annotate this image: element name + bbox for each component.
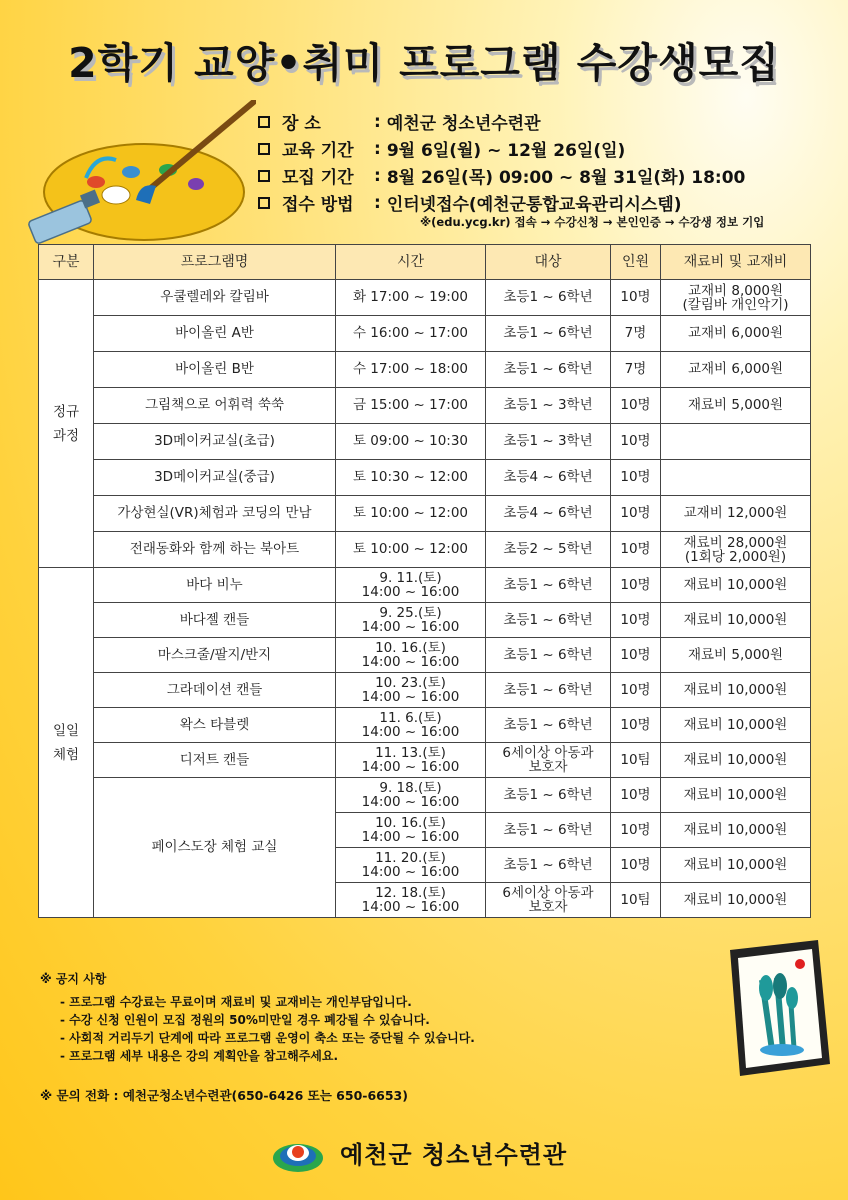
category-oneday bbox=[39, 568, 94, 918]
notice-item: - 프로그램 수강료는 무료이며 재료비 및 교재비는 개인부담입니다. bbox=[60, 995, 412, 1009]
program-fee: 교재비 12,000원 bbox=[661, 496, 811, 532]
program-target: 초등4 ~ 6학년 bbox=[486, 460, 611, 496]
program-count: 10명 bbox=[611, 424, 661, 460]
target-text: 초등1 ~ 6학년 bbox=[503, 822, 593, 838]
program-time bbox=[336, 603, 486, 638]
info-value: 인터넷접수(예천군통합교육관리시스템) bbox=[386, 195, 682, 215]
program-target bbox=[486, 638, 611, 673]
category-regular bbox=[39, 280, 94, 568]
header-time: 시간 bbox=[336, 245, 486, 280]
program-count: 10명 bbox=[611, 638, 661, 673]
program-fee: 교재비 6,000원 bbox=[661, 352, 811, 388]
program-name: 우쿨렐레와 칼림바 bbox=[94, 280, 336, 316]
program-target: 초등1 ~ 6학년 bbox=[486, 316, 611, 352]
info-row-method bbox=[258, 189, 745, 216]
hours-text: 14:00 ~ 16:00 bbox=[361, 794, 460, 810]
category-text: 일일 bbox=[52, 722, 80, 739]
table-row bbox=[39, 638, 811, 673]
program-time: 금 15:00 ~ 17:00 bbox=[336, 388, 486, 424]
header-fee: 재료비 및 교재비 bbox=[661, 245, 811, 280]
info-block bbox=[258, 108, 745, 216]
info-value: 8월 26일(목) 09:00 ~ 8월 31일(화) 18:00 bbox=[386, 168, 746, 188]
info-label: 장 소 bbox=[282, 114, 321, 134]
program-count: 10명 bbox=[611, 280, 661, 316]
program-target bbox=[486, 778, 611, 813]
notice-item: - 프로그램 세부 내용은 강의 계획안을 참고해주세요. bbox=[60, 1049, 339, 1063]
paint-palette-illustration bbox=[26, 100, 256, 250]
program-count: 10명 bbox=[611, 673, 661, 708]
program-time: 화 17:00 ~ 19:00 bbox=[336, 280, 486, 316]
program-fee bbox=[661, 532, 811, 568]
program-target bbox=[486, 568, 611, 603]
info-row-location bbox=[258, 108, 745, 135]
program-time bbox=[336, 673, 486, 708]
program-target: 초등4 ~ 6학년 bbox=[486, 496, 611, 532]
program-name: 그라데이션 캔들 bbox=[94, 673, 336, 708]
target-text: 6세이상 아동과 bbox=[502, 885, 594, 901]
checkbox-icon bbox=[258, 197, 270, 209]
date-text: 10. 23.(토) bbox=[375, 675, 446, 691]
program-fee: 재료비 10,000원 bbox=[661, 603, 811, 638]
program-count: 10명 bbox=[611, 813, 661, 848]
header-program: 프로그램명 bbox=[94, 245, 336, 280]
program-fee: 교재비 6,000원 bbox=[661, 316, 811, 352]
info-separator: : bbox=[374, 192, 381, 213]
program-time: 토 09:00 ~ 10:30 bbox=[336, 424, 486, 460]
program-time: 토 10:00 ~ 12:00 bbox=[336, 496, 486, 532]
table-row bbox=[39, 532, 811, 568]
program-count: 10명 bbox=[611, 496, 661, 532]
contact-info: ※ 문의 전화 : 예천군청소년수련관(650-6426 또는 650-6653) bbox=[40, 1088, 408, 1103]
date-text: 10. 16.(토) bbox=[375, 815, 446, 831]
program-count: 10명 bbox=[611, 708, 661, 743]
program-fee: 재료비 10,000원 bbox=[661, 568, 811, 603]
target-text: 초등1 ~ 6학년 bbox=[503, 682, 593, 698]
program-time: 수 17:00 ~ 18:00 bbox=[336, 352, 486, 388]
program-count: 10명 bbox=[611, 848, 661, 883]
program-time bbox=[336, 778, 486, 813]
info-value: 예천군 청소년수련관 bbox=[386, 114, 541, 134]
date-text: 10. 16.(토) bbox=[375, 640, 446, 656]
notice-item: - 수강 신청 인원이 모집 정원의 50%미만일 경우 폐강될 수 있습니다. bbox=[60, 1013, 430, 1027]
table-row bbox=[39, 424, 811, 460]
date-text: 12. 18.(토) bbox=[375, 885, 446, 901]
program-target bbox=[486, 848, 611, 883]
target-text: 초등1 ~ 6학년 bbox=[503, 647, 593, 663]
date-text: 11. 13.(토) bbox=[375, 745, 446, 761]
program-target bbox=[486, 813, 611, 848]
table-row bbox=[39, 460, 811, 496]
info-value: 9월 6일(월) ~ 12월 26일(일) bbox=[386, 141, 626, 161]
date-text: 11. 6.(토) bbox=[379, 710, 442, 726]
table-row bbox=[39, 388, 811, 424]
hours-text: 14:00 ~ 16:00 bbox=[361, 654, 460, 670]
fee-text: (1회당 2,000원) bbox=[684, 548, 787, 565]
program-name: 페이스도장 체험 교실 bbox=[94, 778, 336, 918]
program-count: 10명 bbox=[611, 778, 661, 813]
table-row bbox=[39, 316, 811, 352]
notice-item: - 사회적 거리두기 단계에 따라 프로그램 운영이 축소 또는 중단될 수 있습니다. bbox=[60, 1031, 475, 1045]
target-text: 초등1 ~ 6학년 bbox=[503, 857, 593, 873]
table-row bbox=[39, 568, 811, 603]
program-name: 디저트 캔들 bbox=[94, 743, 336, 778]
fee-text: (칼림바 개인악기) bbox=[682, 296, 789, 313]
footer bbox=[272, 1130, 567, 1174]
organization-logo-icon bbox=[272, 1130, 324, 1174]
info-row-recruit bbox=[258, 162, 745, 189]
program-time bbox=[336, 638, 486, 673]
program-count: 10명 bbox=[611, 532, 661, 568]
info-label: 모집 기간 bbox=[282, 168, 354, 188]
info-label: 교육 기간 bbox=[282, 141, 354, 161]
program-count: 10명 bbox=[611, 388, 661, 424]
hours-text: 14:00 ~ 16:00 bbox=[361, 689, 460, 705]
header-count: 인원 bbox=[611, 245, 661, 280]
program-fee bbox=[661, 460, 811, 496]
program-target bbox=[486, 708, 611, 743]
target-text: 보호자 bbox=[528, 759, 568, 775]
info-label: 접수 방법 bbox=[282, 195, 354, 215]
program-name: 바이올린 A반 bbox=[94, 316, 336, 352]
program-count: 10팀 bbox=[611, 883, 661, 918]
program-name: 마스크줄/팔지/반지 bbox=[94, 638, 336, 673]
program-target: 초등1 ~ 6학년 bbox=[486, 352, 611, 388]
hours-text: 14:00 ~ 16:00 bbox=[361, 899, 460, 915]
program-name: 3D메이커교실(초급) bbox=[94, 424, 336, 460]
program-count: 7명 bbox=[611, 352, 661, 388]
table-row bbox=[39, 743, 811, 778]
program-count: 10팀 bbox=[611, 743, 661, 778]
hours-text: 14:00 ~ 16:00 bbox=[361, 724, 460, 740]
table-row bbox=[39, 673, 811, 708]
program-fee: 재료비 5,000원 bbox=[661, 638, 811, 673]
program-fee: 재료비 10,000원 bbox=[661, 778, 811, 813]
program-name: 전래동화와 함께 하는 북아트 bbox=[94, 532, 336, 568]
table-row bbox=[39, 280, 811, 316]
program-time: 수 16:00 ~ 17:00 bbox=[336, 316, 486, 352]
date-text: 9. 11.(토) bbox=[379, 570, 442, 586]
program-time: 토 10:30 ~ 12:00 bbox=[336, 460, 486, 496]
target-text: 초등1 ~ 6학년 bbox=[503, 612, 593, 628]
program-name: 바이올린 B반 bbox=[94, 352, 336, 388]
target-text: 초등1 ~ 6학년 bbox=[503, 717, 593, 733]
checkbox-icon bbox=[258, 170, 270, 182]
program-table bbox=[38, 244, 811, 918]
program-name: 바다젤 캔들 bbox=[94, 603, 336, 638]
program-count: 7명 bbox=[611, 316, 661, 352]
program-fee: 재료비 10,000원 bbox=[661, 883, 811, 918]
access-note: ※(edu.ycg.kr) 접속 → 수강신청 → 본인인증 → 수강생 정보 기입 bbox=[420, 215, 765, 229]
fee-text: 재료비 28,000원 bbox=[683, 534, 788, 551]
footer-organization-name: 예천군 청소년수련관 bbox=[340, 1140, 568, 1169]
target-text: 초등1 ~ 6학년 bbox=[503, 787, 593, 803]
table-row bbox=[39, 352, 811, 388]
info-separator: : bbox=[374, 111, 381, 132]
program-time: 토 10:00 ~ 12:00 bbox=[336, 532, 486, 568]
target-text: 6세이상 아동과 bbox=[502, 745, 594, 761]
info-separator: : bbox=[374, 165, 381, 186]
category-text: 과정 bbox=[52, 427, 80, 444]
table-row bbox=[39, 708, 811, 743]
program-count: 10명 bbox=[611, 568, 661, 603]
program-time bbox=[336, 848, 486, 883]
program-target bbox=[486, 883, 611, 918]
program-time bbox=[336, 813, 486, 848]
notice-block bbox=[40, 970, 475, 1065]
fee-text: 교재비 8,000원 bbox=[687, 282, 784, 299]
program-fee: 재료비 10,000원 bbox=[661, 673, 811, 708]
table-row bbox=[39, 603, 811, 638]
date-text: 9. 25.(토) bbox=[379, 605, 442, 621]
table-row bbox=[39, 496, 811, 532]
program-target: 초등2 ~ 5학년 bbox=[486, 532, 611, 568]
program-count: 10명 bbox=[611, 603, 661, 638]
category-text: 체험 bbox=[52, 746, 80, 763]
checkbox-icon bbox=[258, 143, 270, 155]
program-fee bbox=[661, 280, 811, 316]
table-row bbox=[39, 778, 811, 813]
program-time bbox=[336, 568, 486, 603]
category-text: 정규 bbox=[52, 403, 80, 420]
program-target: 초등1 ~ 3학년 bbox=[486, 424, 611, 460]
header-category: 구분 bbox=[39, 245, 94, 280]
table-header-row bbox=[39, 245, 811, 280]
info-separator: : bbox=[374, 138, 381, 159]
target-text: 초등1 ~ 6학년 bbox=[503, 577, 593, 593]
hours-text: 14:00 ~ 16:00 bbox=[361, 619, 460, 635]
program-name: 바다 비누 bbox=[94, 568, 336, 603]
hours-text: 14:00 ~ 16:00 bbox=[361, 864, 460, 880]
program-time bbox=[336, 708, 486, 743]
program-fee: 재료비 10,000원 bbox=[661, 708, 811, 743]
target-text: 보호자 bbox=[528, 899, 568, 915]
hours-text: 14:00 ~ 16:00 bbox=[361, 829, 460, 845]
notice-title: ※ 공지 사항 bbox=[40, 972, 107, 986]
program-fee: 재료비 5,000원 bbox=[661, 388, 811, 424]
program-time bbox=[336, 743, 486, 778]
page-title: 2학기 교양•취미 프로그램 수강생모집 bbox=[68, 39, 780, 87]
hours-text: 14:00 ~ 16:00 bbox=[361, 584, 460, 600]
program-fee: 재료비 10,000원 bbox=[661, 848, 811, 883]
program-count: 10명 bbox=[611, 460, 661, 496]
program-fee: 재료비 10,000원 bbox=[661, 743, 811, 778]
date-text: 11. 20.(토) bbox=[375, 850, 446, 866]
program-name: 3D메이커교실(중급) bbox=[94, 460, 336, 496]
program-target bbox=[486, 673, 611, 708]
program-target bbox=[486, 603, 611, 638]
program-fee: 재료비 10,000원 bbox=[661, 813, 811, 848]
program-name: 그림책으로 어휘력 쑥쑥 bbox=[94, 388, 336, 424]
program-fee bbox=[661, 424, 811, 460]
hours-text: 14:00 ~ 16:00 bbox=[361, 759, 460, 775]
painting-frame-illustration bbox=[722, 940, 832, 1078]
program-name: 왁스 타블렛 bbox=[94, 708, 336, 743]
program-target: 초등1 ~ 6학년 bbox=[486, 280, 611, 316]
date-text: 9. 18.(토) bbox=[379, 780, 442, 796]
checkbox-icon bbox=[258, 116, 270, 128]
header-target: 대상 bbox=[486, 245, 611, 280]
info-row-period bbox=[258, 135, 745, 162]
program-name: 가상현실(VR)체험과 코딩의 만남 bbox=[94, 496, 336, 532]
program-target bbox=[486, 743, 611, 778]
program-target: 초등1 ~ 3학년 bbox=[486, 388, 611, 424]
program-time bbox=[336, 883, 486, 918]
